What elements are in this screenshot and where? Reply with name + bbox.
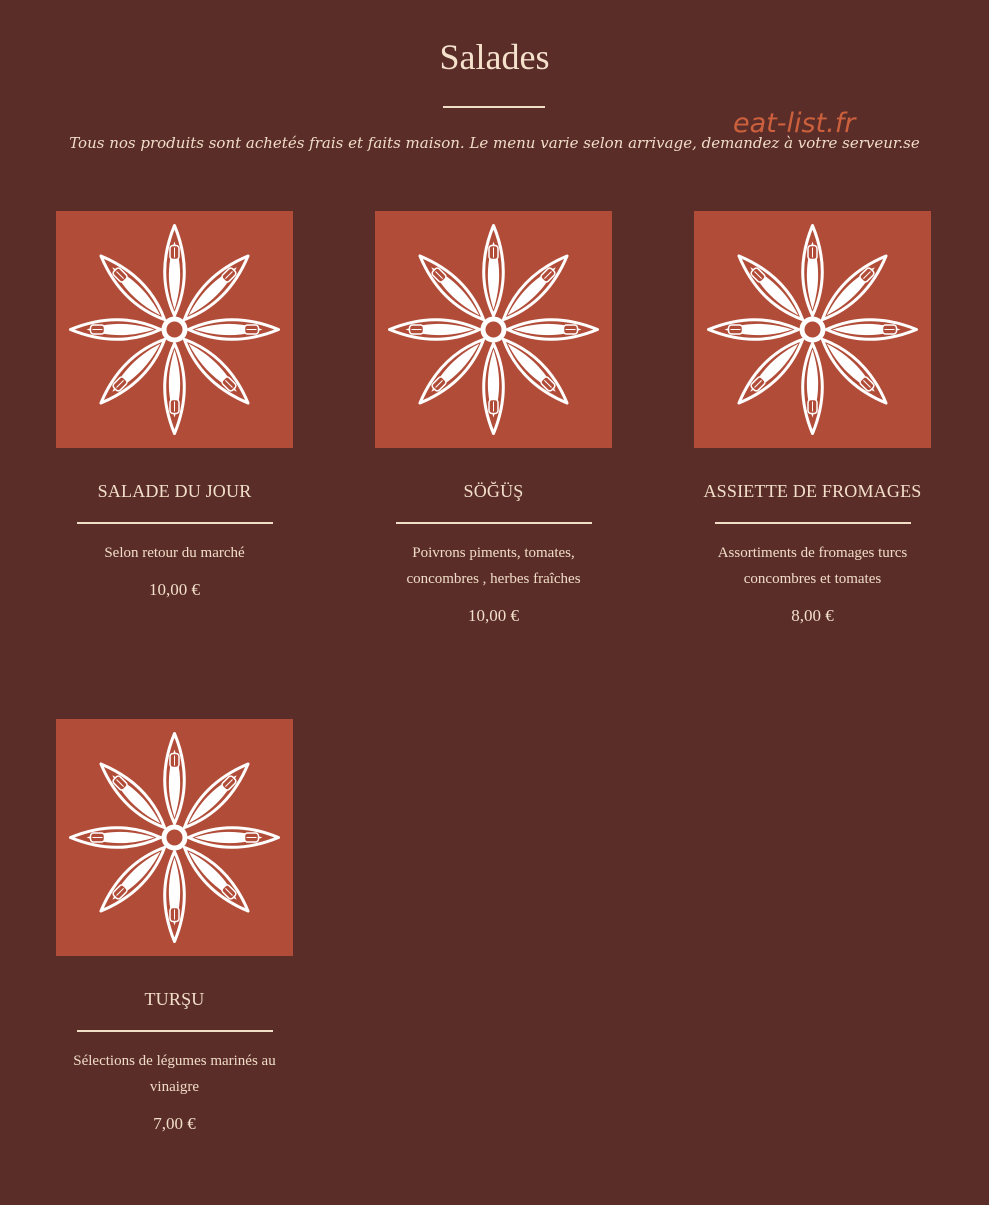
watermark: eat-list.fr	[733, 108, 856, 139]
star-anise-icon	[694, 211, 931, 448]
menu-item-card	[375, 211, 612, 626]
menu-item-price: 7,00 €	[153, 1114, 196, 1133]
menu-item-divider	[77, 522, 273, 524]
page-subtitle: Tous nos produits sont achetés frais et faits maison. Le menu varie selon arrivage, demandez à votre serveur.se	[69, 134, 920, 152]
menu-item-name: SÖĞÜŞ	[463, 481, 524, 501]
menu-item-card	[56, 211, 293, 600]
star-anise-icon	[375, 211, 612, 448]
menu-item-divider	[396, 522, 592, 524]
menu-item-card	[56, 719, 293, 1134]
menu-item-description: Sélections de légumes marinés au vinaigre	[73, 1053, 276, 1095]
menu-item-divider	[77, 1030, 273, 1032]
star-anise-icon	[56, 719, 293, 956]
star-anise-icon	[56, 211, 293, 448]
menu-item-name: TURŞU	[144, 989, 205, 1009]
menu-item-price: 8,00 €	[791, 606, 834, 625]
menu-item-description: Selon retour du marché	[104, 545, 245, 561]
menu-item-divider	[715, 522, 911, 524]
menu-item-price: 10,00 €	[468, 606, 519, 625]
page-title: Salades	[439, 37, 550, 77]
menu-item-card	[694, 211, 931, 626]
menu-item-description: Assortiments de fromages turcs concombres et tomates	[717, 545, 908, 587]
menu-item-price: 10,00 €	[149, 580, 200, 599]
title-divider	[443, 106, 545, 108]
menu-item-description: Poivrons piments, tomates, concombres , herbes fraîches	[406, 545, 581, 587]
menu-item-name: SALADE DU JOUR	[97, 481, 252, 501]
menu-item-name: ASSIETTE DE FROMAGES	[703, 481, 922, 501]
